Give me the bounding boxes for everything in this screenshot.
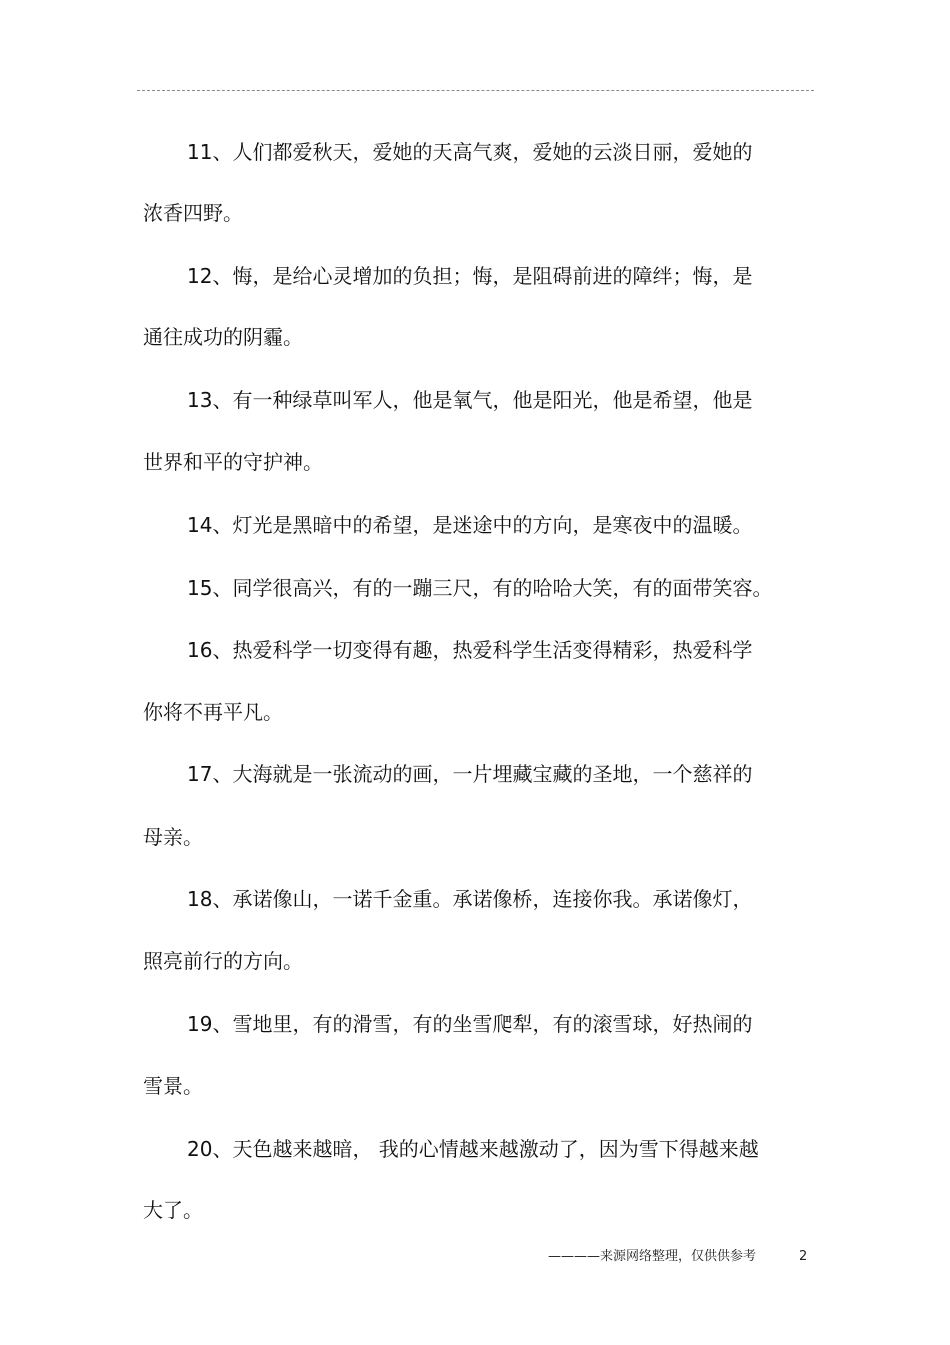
paragraph-14-line-1: 14、灯光是黑暗中的希望，是迷途中的方向，是寒夜中的温暖。 [187, 513, 753, 537]
paragraph-17-line-2: 母亲。 [143, 825, 203, 849]
footer-source-note: ————来源网络整理，仅供供参考 [548, 1249, 757, 1264]
paragraph-12-line-2: 通往成功的阴霾。 [143, 325, 303, 349]
paragraph-20-line-2: 大了。 [143, 1198, 203, 1222]
paragraph-13-line-1: 13、有一种绿草叫军人，他是氧气，他是阳光，他是希望，他是 [187, 388, 753, 412]
header-divider [137, 90, 814, 91]
paragraph-18-line-2: 照亮前行的方向。 [143, 949, 303, 973]
paragraph-15-line-1: 15、同学很高兴，有的一蹦三尺，有的哈哈大笑，有的面带笑容。 [187, 576, 773, 600]
paragraph-16-line-1: 16、热爱科学一切变得有趣，热爱科学生活变得精彩，热爱科学 [187, 638, 753, 662]
page-number: 2 [799, 1249, 808, 1264]
paragraph-11-line-1: 11、人们都爱秋天，爱她的天高气爽，爱她的云淡日丽，爱她的 [187, 140, 753, 164]
paragraph-16-line-2: 你将不再平凡。 [143, 700, 283, 724]
paragraph-11-line-2: 浓香四野。 [143, 201, 243, 225]
paragraph-18-line-1: 18、承诺像山，一诺千金重。承诺像桥，连接你我。承诺像灯， [187, 887, 753, 911]
paragraph-17-line-1: 17、大海就是一张流动的画，一片埋藏宝藏的圣地，一个慈祥的 [187, 762, 753, 786]
paragraph-13-line-2: 世界和平的守护神。 [143, 450, 323, 474]
paragraph-12-line-1: 12、悔，是给心灵增加的负担；悔，是阻碍前进的障绊；悔，是 [187, 264, 753, 288]
paragraph-20-line-1: 20、天色越来越暗， 我的心情越来越激动了，因为雪下得越来越 [187, 1137, 759, 1161]
paragraph-19-line-2: 雪景。 [143, 1074, 203, 1098]
paragraph-19-line-1: 19、雪地里，有的滑雪，有的坐雪爬犁，有的滚雪球，好热闹的 [187, 1012, 753, 1036]
